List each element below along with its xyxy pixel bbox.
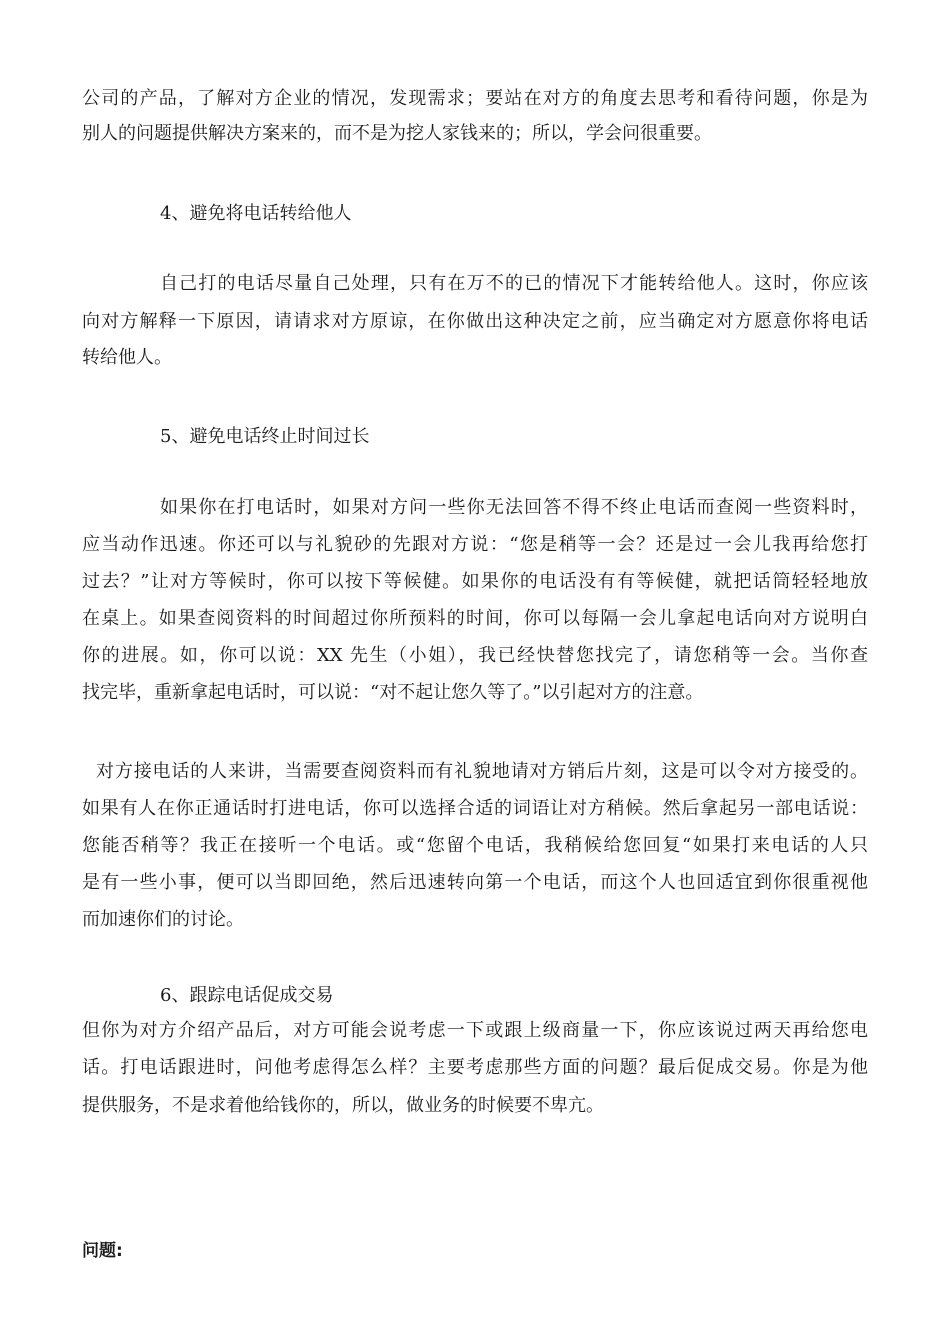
section-4-line-3: 转给他人。 <box>82 347 172 368</box>
intro-line-2: 别人的问题提供解决方案来的，而不是为挖人家钱来的；所以，学会问很重要。 <box>82 123 712 144</box>
section-6-line-3: 提供服务，不是求着他给钱你的，所以，做业务的时候要不卑亢。 <box>82 1095 604 1116</box>
section-5-extra-line-2: 如果有人在你正通话时打进电话，你可以选择合适的词语让对方稍候。然后拿起另一部电话说： <box>82 798 868 819</box>
section-5-extra-line-3: 您能否稍等？我正在接听一个电话。或“您留个电话，我稍候给您回复“如果打来电话的人只 <box>82 835 868 856</box>
section-5-heading: 5、避免电话终止时间过长 <box>160 426 370 447</box>
section-6-line-2: 话。打电话跟进时，问他考虑得怎么样？主要考虑那些方面的问题？最后促成交易。你是为他 <box>82 1057 868 1078</box>
section-4-line-2: 向对方解释一下原因，请请求对方原谅，在你做出这种决定之前，应当确定对方愿意你将电话 <box>82 311 868 332</box>
intro-line-1: 公司的产品，了解对方企业的情况，发现需求；要站在对方的角度去思考和看待问题，你是为 <box>82 88 868 109</box>
question-label: 问题: <box>82 1241 123 1261</box>
section-5-line-4: 在桌上。如果查阅资料的时间超过你所预料的时间，你可以每隔一会儿拿起电话向对方说明白 <box>82 608 868 629</box>
section-5-line-2: 应当动作迅速。你还可以与礼貌砂的先跟对方说：“您是稍等一会？还是过一会儿我再给您打 <box>82 534 868 555</box>
section-5-line-5: 你的进展。如，你可以说：XX 先生（小姐），我已经快替您找完了，请您稍等一会。当你查 <box>82 645 868 666</box>
section-4-line-1: 自己打的电话尽量自己处理，只有在万不的已的情况下才能转给他人。这时，你应该 <box>160 273 868 294</box>
section-5-extra-line-1: 对方接电话的人来讲，当需要查阅资料而有礼貌地请对方销后片刻，这是可以令对方接受的。 <box>96 761 868 782</box>
section-5-line-3: 过去？”让对方等候时，你可以按下等候健。如果你的电话没有有等候健，就把话筒轻轻地放 <box>82 571 868 592</box>
section-6-line-1: 但你为对方介绍产品后，对方可能会说考虑一下或跟上级商量一下，你应该说过两天再给您电 <box>82 1020 868 1041</box>
section-4-heading: 4、避免将电话转给他人 <box>160 203 352 224</box>
section-5-extra-line-4: 是有一些小事，便可以当即回绝，然后迅速转向第一个电话，而这个人也回适宜到你很重视他 <box>82 872 868 893</box>
section-6-heading: 6、跟踪电话促成交易 <box>160 985 334 1006</box>
section-5-line-1: 如果你在打电话时，如果对方问一些你无法回答不得不终止电话而查阅一些资料时， <box>160 497 868 518</box>
section-5-line-6: 找完毕，重新拿起电话时，可以说：“对不起让您久等了。”以引起对方的注意。 <box>82 682 704 703</box>
section-5-extra-line-5: 而加速你们的讨论。 <box>82 909 244 930</box>
